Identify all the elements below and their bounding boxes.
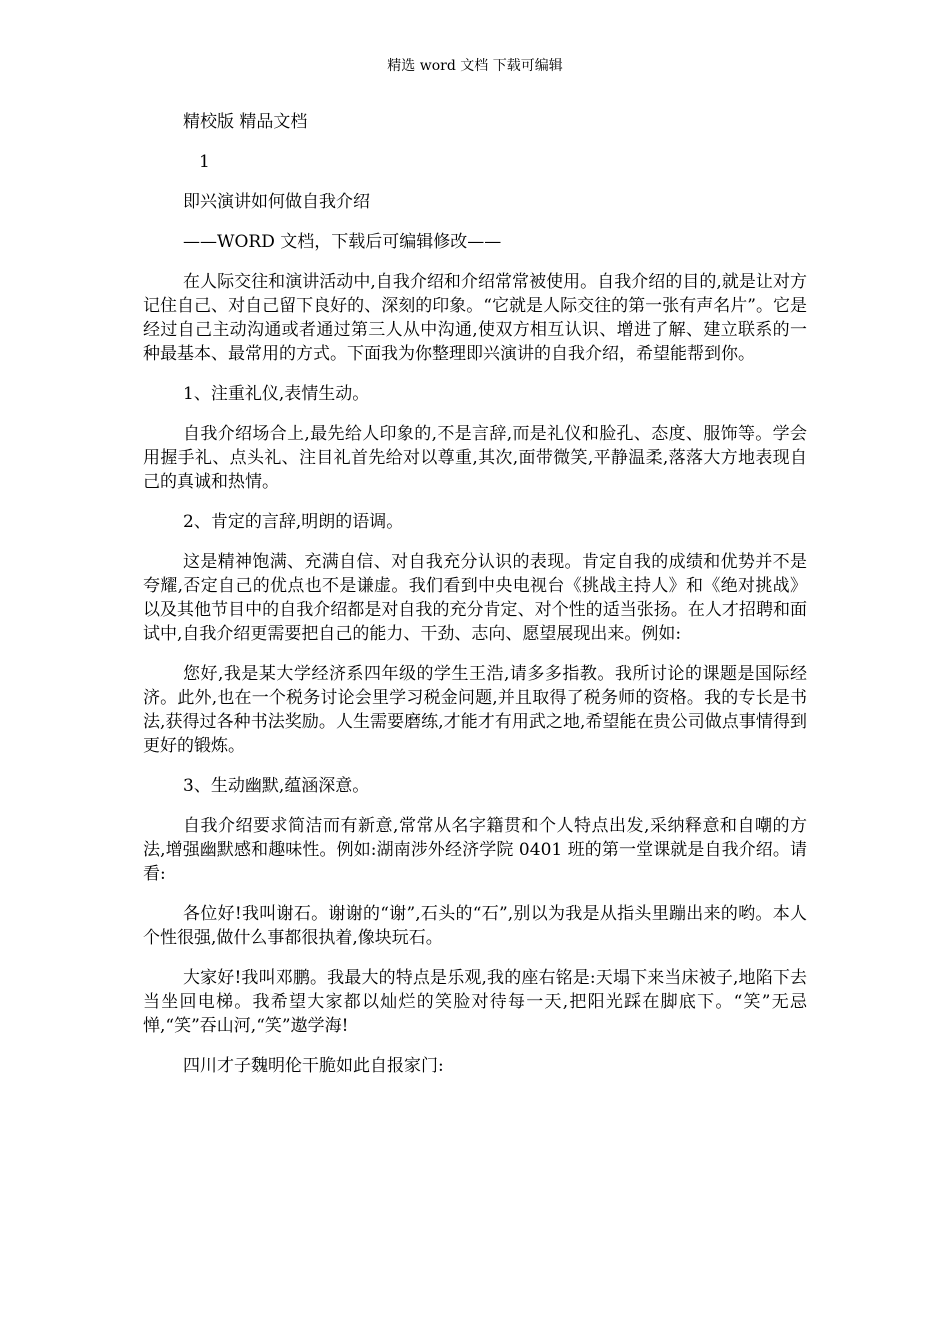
paragraph-intro: 在人际交往和演讲活动中,自我介绍和介绍常常被使用。自我介绍的目的,就是让对方记住自己、对自己留下良好的、深刻的印象。“它就是人际交往的第一张有声名片”。它是经过自己主动沟通或者通过第三人从中沟通,使双方相互认识、增进了解、建立联系的一种最基本、最常用的方式。下面我为你整理即兴演讲的自我介绍，希望能帮到你。 xyxy=(143,272,807,364)
document-body xyxy=(143,110,807,1094)
paragraph-example-4: 四川才子魏明伦干脆如此自报家门: xyxy=(183,1056,444,1076)
doc-subtitle: ——WORD 文档，下载后可编辑修改—— xyxy=(183,232,502,252)
paragraph-example-2: 各位好!我叫谢石。谢谢的“谢”,石头的“石”,别以为我是从指头里蹦出来的哟。本人个性很强,做什么事都很执着,像块玩石。 xyxy=(143,904,807,948)
paragraph-2: 这是精神饱满、充满自信、对自我充分认识的表现。肯定自我的成绩和优势并不是夸耀,否定自己的优点也不是谦虚。我们看到中央电视台《挑战主持人》和《绝对挑战》以及其他节目中的自我介绍都是对自我的充分肯定、对个性的适当张扬。在人才招聘和面试中,自我介绍更需要把自己的能力、干劲、志向、愿望展现出来。例如: xyxy=(143,552,807,644)
paragraph-1: 自我介绍场合上,最先给人印象的,不是言辞,而是礼仪和脸孔、态度、服饰等。学会用握手礼、点头礼、注目礼首先给对以尊重,其次,面带微笑,平静温柔,落落大方地表现自己的真诚和热情。 xyxy=(143,424,807,492)
paragraph-3: 自我介绍要求简洁而有新意,常常从名字籍贯和个人特点出发,采纳释意和自嘲的方法,增强幽默感和趣味性。例如:湖南涉外经济学院 0401 班的第一堂课就是自我介绍。请看: xyxy=(143,816,807,884)
paragraph-example-3: 大家好!我叫邓鹏。我最大的特点是乐观,我的座右铭是:天塌下来当床被子,地陷下去当坐回电梯。我希望大家都以灿烂的笑脸对待每一天,把阳光踩在脚底下。“笑”无忌惮,“笑”吞山河,“笑”遨学海! xyxy=(143,968,807,1036)
section-heading-3: 3、生动幽默,蕴涵深意。 xyxy=(183,776,370,796)
doc-label: 精校版 精品文档 xyxy=(183,112,308,132)
page-header: 精选 word 文档 下载可编辑 xyxy=(387,58,563,74)
doc-number: 1 xyxy=(199,152,210,172)
section-heading-2: 2、肯定的言辞,明朗的语调。 xyxy=(183,512,404,532)
section-heading-1: 1、注重礼仪,表情生动。 xyxy=(183,384,370,404)
doc-title: 即兴演讲如何做自我介绍 xyxy=(183,192,370,212)
paragraph-example-1: 您好,我是某大学经济系四年级的学生王浩,请多多指教。我所讨论的课题是国际经济。此外,也在一个税务讨论会里学习税金问题,并且取得了税务师的资格。我的专长是书法,获得过各种书法奖励。人生需要磨练,才能才有用武之地,希望能在贵公司做点事情得到更好的锻炼。 xyxy=(143,664,807,756)
